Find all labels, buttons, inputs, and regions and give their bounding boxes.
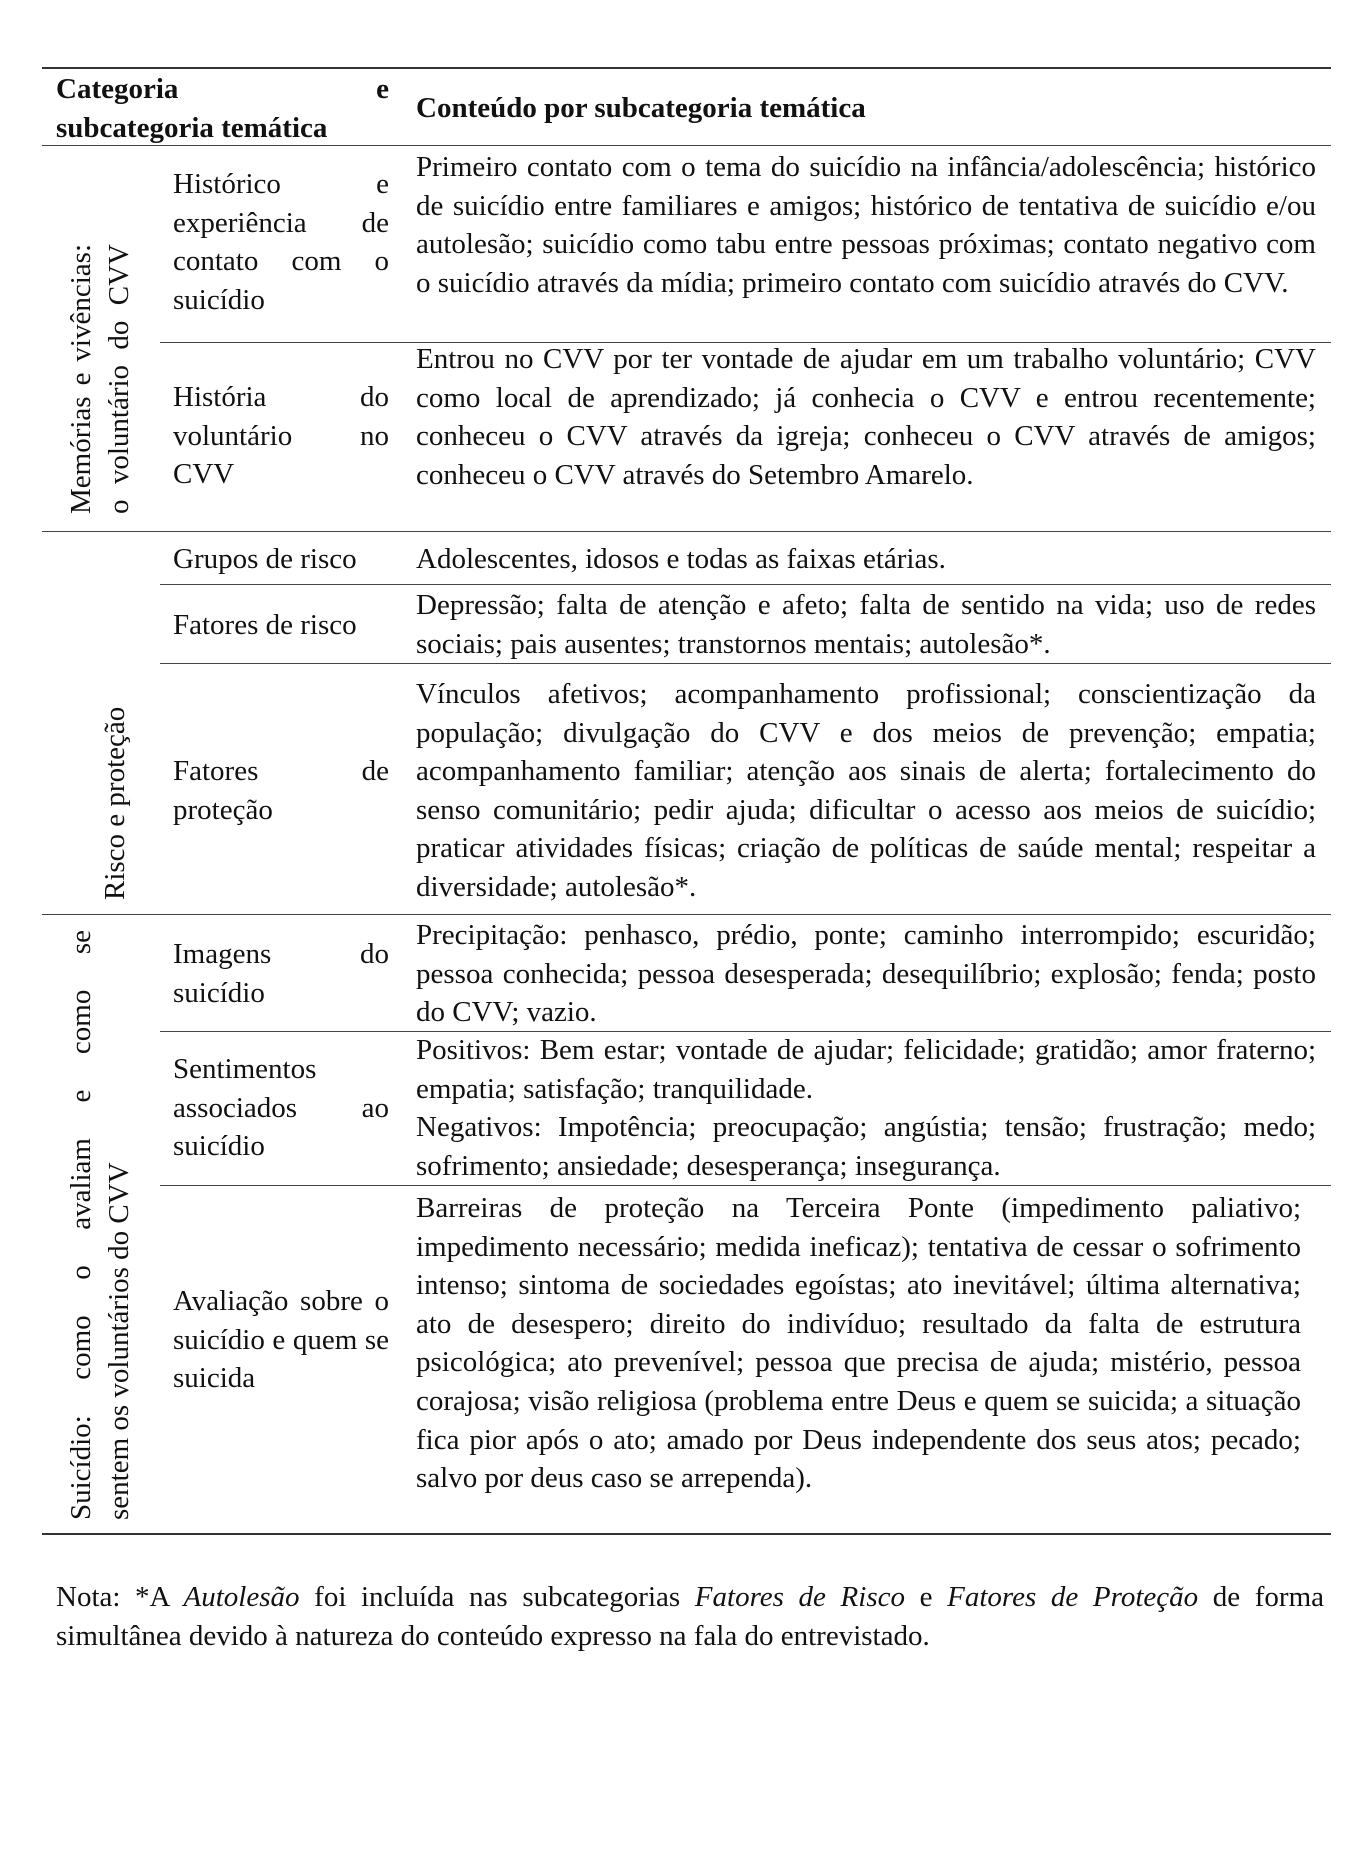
content-historico: Primeiro contato com o tema do suicídio na infância/adolescência; histórico de suicídio entre familiares e amigos; histórico de tentativa de suicídio e/ou autolesão; suicídio como tabu entre pessoas próximas; contato negativo com o suicídio através da mídia; primeiro contato com suicídio através do CVV. (416, 151, 1316, 299)
note-term-fatores-protecao: Fatores de Proteção (947, 1581, 1199, 1613)
content-sentimentos (416, 1031, 1316, 1185)
content-historia-voluntario: Entrou no CVV por ter vontade de ajudar em um trabalho voluntário; CVV como local de aprendizado; já conhecia o CVV e entrou recentemente; conheceu o CVV através da igreja; conheceu o CVV através de amigos; conheceu o CVV através do Setembro Amarelo. (416, 343, 1316, 491)
table-note (56, 1578, 1324, 1655)
category-label-risco (96, 680, 140, 900)
content-imagens: Precipitação: penhasco, prédio, ponte; caminho interrompido; escuridão; pessoa conhecida; pessoa desesperada; desequilíbrio; explosão; fenda; posto do CVV; vazio. (416, 919, 1316, 1029)
content-sentimentos-positivos: Positivos: Bem estar; vontade de ajudar; felicidade; gratidão; amor fraterno; empatia; satisfação; tranquilidade. (416, 1034, 1316, 1105)
category-label-line2: o voluntário do CVV (103, 244, 135, 514)
category-label-line1: Risco e proteção (99, 706, 131, 900)
header-category-line2: subcategoria temática (56, 111, 328, 144)
category-label-line2: sentem os voluntários do CVV (103, 1162, 135, 1520)
category-label-line1: Memórias e vivências: (65, 244, 97, 514)
subcategory-fatores-risco: Fatores de risco (173, 609, 357, 641)
subcategory-fatores-protecao: Fatores de proteção (173, 755, 389, 826)
category-label-line1: Suicídio: como o avaliam e como se (65, 930, 97, 1520)
subcategory-historia-voluntario: História do voluntário no CVV (173, 381, 389, 491)
header-content-column: Conteúdo por subcategoria temática (416, 92, 866, 124)
category-label-memorias (62, 244, 144, 514)
subcategory-imagens: Imagens do suicídio (173, 938, 389, 1009)
header-category-line1-left: Categoria (56, 73, 179, 105)
subcategory-historico: Histórico e experiência de contato com o suicídio (173, 168, 389, 316)
note-prefix: Nota: *A (56, 1581, 184, 1613)
category-label-suicidio (62, 930, 144, 1520)
note-term-autolesao: Autolesão (183, 1581, 300, 1613)
content-fatores-risco: Depressão; falta de atenção e afeto; falta de sentido na vida; uso de redes sociais; pais ausentes; transtornos mentais; autolesão*. (416, 589, 1316, 660)
table-top-rule (42, 67, 1331, 69)
note-term-fatores-risco: Fatores de Risco (694, 1581, 905, 1613)
subcategory-grupos-risco: Grupos de risco (173, 543, 357, 575)
category-divider (42, 531, 1331, 532)
content-grupos-risco: Adolescentes, idosos e todas as faixas etárias. (416, 543, 946, 575)
header-category-column (56, 70, 389, 147)
subcategory-sentimentos: Sentimentos associados ao suicídio (173, 1053, 389, 1163)
content-sentimentos-negativos: Negativos: Impotência; preocupação; angústia; tensão; frustração; medo; sofrimento; ansiedade; desesperança; insegurança. (416, 1111, 1316, 1182)
note-text: foi incluída nas subcategorias (299, 1581, 695, 1613)
row-divider (160, 584, 1331, 585)
table-bottom-rule (42, 1533, 1331, 1535)
category-divider (42, 914, 1331, 915)
note-text: de forma simultânea devido à natureza do conteúdo expresso na fala do entrevistado. (56, 1581, 1325, 1652)
note-text: e (905, 1581, 948, 1613)
content-fatores-protecao: Vínculos afetivos; acompanhamento profissional; conscientização da população; divulgação do CVV e dos meios de prevenção; empatia; acompanhamento familiar; atenção aos sinais de alerta; fortalecimento do senso comunitário; pedir ajuda; dificultar o acesso aos meios de suicídio; praticar atividades físicas; criação de políticas de saúde mental; respeitar a diversidade; autolesão*. (416, 678, 1316, 903)
subcategory-avaliacao: Avaliação sobre o suicídio e quem se suicida (173, 1285, 389, 1395)
content-avaliacao: Barreiras de proteção na Terceira Ponte (impedimento paliativo; impedimento necessário; medida ineficaz); tentativa de cessar o sofrimento intenso; sintoma de sociedades egoístas; ato inevitável; última alternativa; ato de desespero; direito do indivíduo; resultado da falta de estrutura psicológica; ato prevenível; pessoa que precisa de ajuda; mistério, pessoa corajosa; visão religiosa (problema entre Deus e quem se suicida; a situação fica pior após o ato; amado por Deus independente dos seus atos; pecado; salvo por deus caso se arrependa). (416, 1192, 1301, 1495)
header-category-line1-right: e (376, 73, 389, 105)
